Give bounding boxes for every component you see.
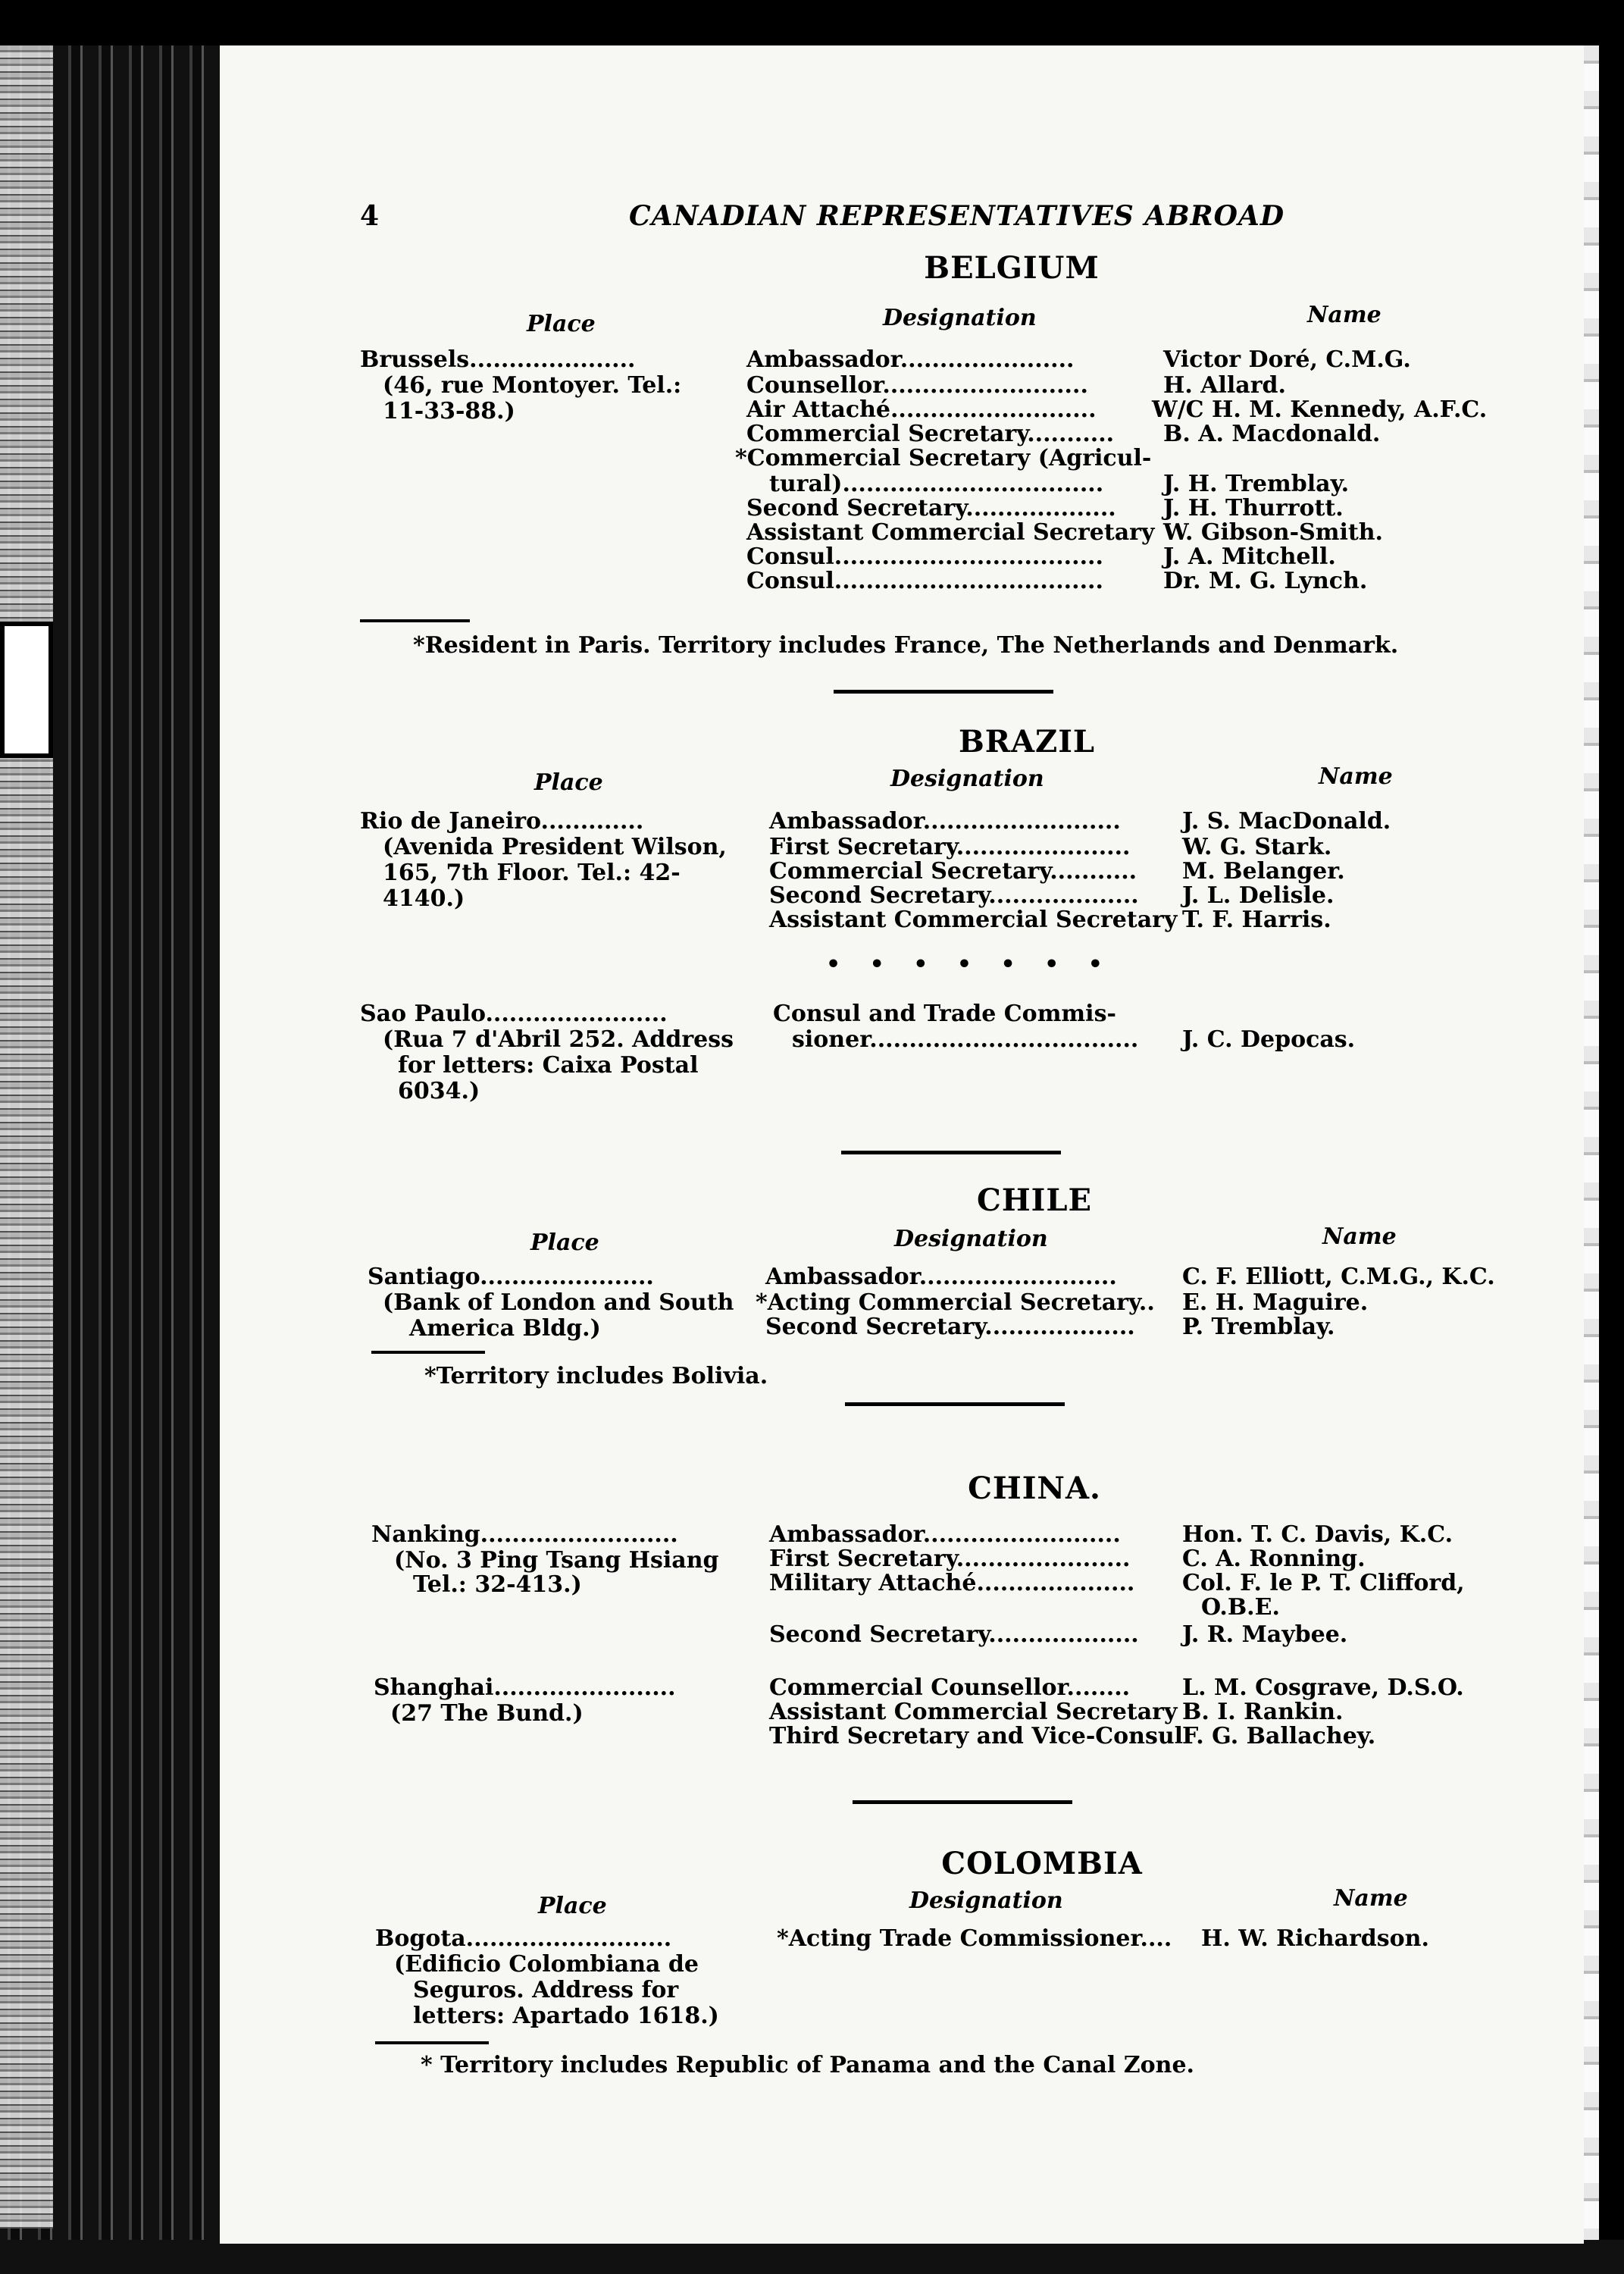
table-row [360,568,1542,594]
place-address: (Avenida President Wilson, [383,834,727,860]
name: J. R. Maybee. [1182,1621,1348,1648]
country-heading: BELGIUM [924,250,1100,286]
name: Col. F. le P. T. Clifford, [1182,1570,1465,1596]
designation: First Secretary...................... [769,1546,1131,1572]
designation: Commercial Secretary........... [769,858,1137,885]
page-number: 4 [360,200,380,232]
designation: *Acting Commercial Secretary.. [756,1289,1155,1316]
country-heading: BRAZIL [958,724,1096,760]
name: F. G. Ballachey. [1182,1723,1376,1749]
section-divider [845,1402,1065,1406]
running-header [360,197,1512,243]
name: J. C. Depocas. [1182,1026,1356,1053]
place-address: (Rua 7 d'Abril 252. Address [383,1026,734,1053]
name: W/C H. M. Kennedy, A.F.C. [1152,396,1488,423]
table-row [360,544,1542,570]
table-row [360,520,1542,546]
place-city: Santiago...................... [368,1264,654,1290]
table-row [360,397,1542,423]
name: M. Belanger. [1182,858,1345,885]
col-head-place: Place [530,1229,599,1256]
running-title: CANADIAN REPRESENTATIVES ABROAD [629,200,1285,232]
col-head-name: Name [1307,302,1381,328]
designation: Military Attaché.................... [769,1570,1135,1596]
country-heading: COLOMBIA [941,1846,1143,1881]
document-page [220,45,1584,2244]
table-row [360,1622,1542,1648]
footnote-rule [360,619,470,622]
place-city: Brussels..................... [360,346,636,373]
designation: Second Secretary................... [769,1621,1139,1648]
name: J. L. Delisle. [1182,882,1335,909]
designation: Counsellor.......................... [746,372,1088,399]
place-city: Rio de Janeiro............. [360,808,644,835]
name: B. A. Macdonald. [1163,421,1381,447]
table-row [360,1001,1542,1027]
col-head-name: Name [1319,763,1393,790]
name: P. Tremblay. [1182,1314,1335,1340]
table-row [360,1290,1542,1316]
name: W. Gibson-Smith. [1163,519,1383,546]
designation: Assistant Commercial Secretary [769,907,1178,933]
section-divider [841,1151,1061,1154]
table-row [360,1314,1542,1340]
name: C. F. Elliott, C.M.G., K.C. [1182,1264,1495,1290]
name: Victor Doré, C.M.G. [1163,346,1411,373]
scan-right-border [1599,45,1624,2274]
designation: Third Secretary and Vice-Consul [769,1723,1184,1749]
designation: Commercial Secretary........... [746,421,1115,447]
designation: Consul.................................. [746,543,1103,570]
designation: sioner.................................. [792,1026,1139,1053]
designation: *Commercial Secretary (Agricul- [735,445,1152,471]
table-row [360,835,1542,860]
col-head-designation: Designation [883,305,1037,331]
scan-bottom-border [0,2240,1624,2274]
place-address: Seguros. Address for [413,1977,679,2003]
name: J. H. Tremblay. [1163,471,1350,497]
place-city: Sao Paulo....................... [360,1001,668,1027]
designation: Consul.................................. [746,568,1103,594]
section-divider [853,1800,1072,1804]
footnote: *Resident in Paris. Territory includes France, The Netherlands and Denmark. [413,632,1399,659]
place-address: letters: Apartado 1618.) [413,2003,719,2029]
place-address: (46, rue Montoyer. Tel.: [383,372,682,399]
name: J. S. MacDonald. [1182,808,1391,835]
designation: Second Secretary................... [769,882,1139,909]
table-row [360,1724,1542,1749]
table-row [360,373,1542,399]
name: O.B.E. [1201,1594,1280,1621]
table-row [360,859,1542,885]
country-heading: CHILE [977,1182,1092,1218]
place-address: 4140.) [383,885,465,912]
table-row [360,883,1542,909]
designation: Assistant Commercial Secretary [769,1699,1178,1725]
name: H. Allard. [1163,372,1286,399]
table-row [360,1264,1542,1290]
name: T. F. Harris. [1182,907,1331,933]
place-city: Bogota.......................... [375,1925,672,1952]
col-head-place: Place [538,1893,607,1919]
place-address: (Bank of London and South [383,1289,734,1316]
footnote-rule [375,2041,489,2044]
designation: Second Secretary................... [746,495,1116,522]
place-address: (No. 3 Ping Tsang Hsiang [394,1547,719,1574]
table-row [360,471,1542,497]
table-row [360,1675,1542,1701]
designation: Assistant Commercial Secretary [746,519,1155,546]
place-city: Shanghai....................... [374,1674,676,1701]
place-address: (27 The Bund.) [390,1700,584,1727]
table-row [360,907,1542,933]
table-row [360,1522,1542,1548]
place-address: Tel.: 32-413.) [413,1571,582,1598]
spine-tab [0,622,53,758]
table-row [360,1571,1542,1596]
designation: tural)................................. [769,471,1104,497]
place-address: for letters: Caixa Postal [398,1052,699,1079]
table-row [360,421,1542,447]
col-head-place: Place [534,769,603,796]
name: L. M. Cosgrave, D.S.O. [1182,1674,1464,1701]
designation: Second Secretary................... [765,1314,1135,1340]
designation: Commercial Counsellor........ [769,1674,1131,1701]
designation: First Secretary...................... [769,834,1131,860]
designation: Air Attaché.......................... [746,396,1097,423]
table-row [360,1926,1542,1952]
col-head-designation: Designation [894,1226,1048,1252]
designation: Ambassador......................... [765,1264,1117,1290]
table-row [360,809,1542,835]
name: Dr. M. G. Lynch. [1163,568,1368,594]
place-address: 6034.) [398,1078,480,1104]
footnote-rule [371,1351,485,1354]
table-row [360,496,1542,522]
place-city: Nanking......................... [371,1521,678,1548]
table-row [360,1546,1542,1572]
designation: Consul and Trade Commis- [773,1001,1116,1027]
designation: *Acting Trade Commissioner.... [777,1925,1172,1952]
table-row [360,1699,1542,1725]
designation: Ambassador......................... [769,808,1121,835]
footnote: * Territory includes Republic of Panama and the Canal Zone. [421,2052,1194,2078]
col-head-name: Name [1322,1223,1397,1250]
country-heading: CHINA. [968,1471,1101,1506]
place-address: America Bldg.) [409,1315,601,1342]
place-address: 11-33-88.) [383,398,515,424]
designation: Ambassador......................... [769,1521,1121,1548]
name: Hon. T. C. Davis, K.C. [1182,1521,1453,1548]
entry-separator: • • • • • • • [826,951,1113,978]
name: W. G. Stark. [1182,834,1332,860]
footnote: *Territory includes Bolivia. [424,1363,768,1389]
name: H. W. Richardson. [1201,1925,1429,1952]
table-row [360,1595,1542,1621]
name: E. H. Maguire. [1182,1289,1369,1316]
name: C. A. Ronning. [1182,1546,1366,1572]
col-head-designation: Designation [909,1887,1063,1914]
place-address: 165, 7th Floor. Tel.: 42- [383,860,681,886]
name: J. H. Thurrott. [1163,495,1344,522]
place-address: (Edificio Colombiana de [394,1951,699,1978]
designation: Ambassador...................... [746,346,1075,373]
name: B. I. Rankin. [1182,1699,1344,1725]
name: J. A. Mitchell. [1163,543,1336,570]
book-page-edges [0,45,53,2229]
col-head-designation: Designation [890,766,1044,792]
col-head-place: Place [527,311,596,337]
col-head-name: Name [1334,1885,1408,1912]
table-row [360,446,1542,471]
table-row [360,347,1542,373]
section-divider [834,690,1053,694]
